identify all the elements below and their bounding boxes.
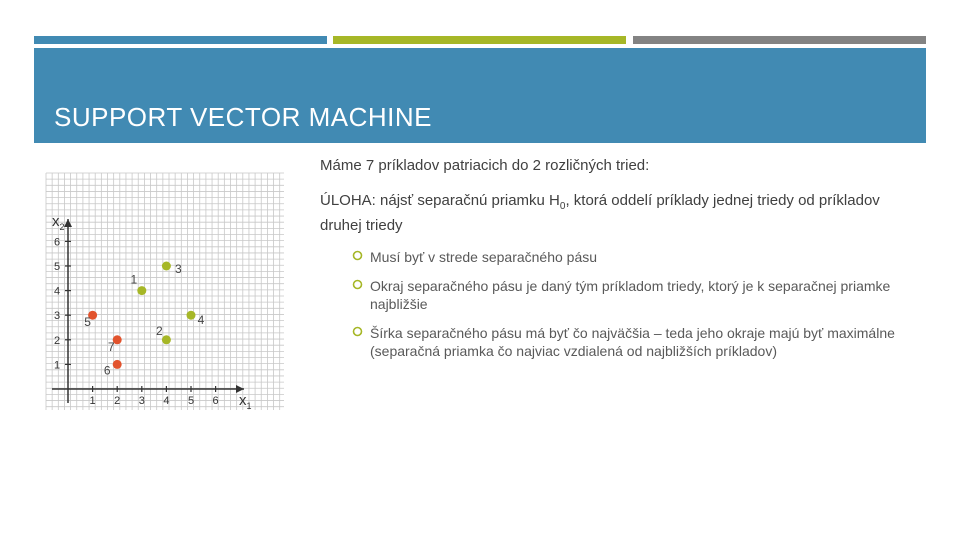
y-axis-label-sub: 2 (59, 222, 65, 232)
x-axis-label-sub: 1 (246, 401, 252, 411)
x-axis-label-main: x (239, 392, 247, 409)
circle-bullet-icon (352, 279, 363, 290)
x-tick-label: 5 (187, 395, 195, 407)
bullet-text: Okraj separačného pásu je daný tým príkladom triedy, ktorý je k separačnej priamke najbližšie (370, 278, 891, 312)
point-label: 5 (84, 315, 91, 330)
y-tick-label: 4 (53, 285, 61, 298)
data-point-6 (113, 360, 122, 369)
accent-bar-gray (633, 36, 926, 44)
y-tick-label: 3 (53, 310, 61, 323)
x-tick-label: 4 (163, 395, 170, 407)
task-text-end: , ktorá oddelí príklady jednej triedy od príkladov druhej triedy (320, 192, 880, 234)
accent-bar-green (333, 36, 626, 44)
y-tick-label: 2 (53, 334, 61, 347)
point-label: 3 (175, 262, 182, 276)
bullet-text: Šírka separačného pásu má byť čo najväčšia – teda jeho okraje majú byť maximálne (separačná priamka čo najviac vzdialená od najbližších príkladov) (370, 325, 895, 359)
y-tick-label: 6 (53, 236, 61, 249)
data-point-2 (162, 335, 171, 344)
point-label: 7 (107, 339, 115, 354)
x-axis-label (239, 392, 252, 411)
chart-grid (46, 173, 284, 410)
y-axis-label-main: x (52, 213, 60, 230)
x-tick-label: 1 (89, 395, 96, 407)
data-point-4 (187, 311, 196, 320)
y-tick-label: 5 (53, 261, 61, 273)
point-label: 6 (103, 363, 111, 378)
y-tick-label: 1 (53, 359, 61, 372)
bullet-item (352, 248, 910, 266)
slide-title: SUPPORT VECTOR MACHINE (54, 102, 432, 132)
data-point-3 (162, 262, 171, 271)
x-tick-label: 3 (138, 395, 145, 407)
bullet-item (352, 324, 910, 360)
task-subscript: 0 (559, 201, 566, 212)
point-label: 1 (130, 272, 138, 287)
bullet-text: Musí byť v strede separačného pásu (370, 249, 598, 265)
scatter-chart (44, 171, 286, 412)
data-point-1 (137, 286, 146, 295)
circle-bullet-icon (352, 326, 363, 337)
x-tick-label: 2 (114, 395, 121, 407)
x-tick-label: 6 (212, 395, 219, 407)
task-text (320, 191, 910, 235)
point-label: 2 (156, 323, 163, 338)
point-label: 4 (197, 313, 205, 328)
circle-bullet-icon (352, 250, 363, 261)
bullet-item (352, 277, 910, 313)
title-bar (34, 48, 926, 143)
slide-content (320, 156, 910, 371)
task-text-start: ÚLOHA: nájsť separačnú priamku H (320, 192, 560, 209)
intro-text: Máme 7 príkladov patriacich do 2 rozličných tried: (320, 157, 650, 174)
accent-bar-blue (34, 36, 327, 44)
bullet-list (320, 248, 910, 360)
